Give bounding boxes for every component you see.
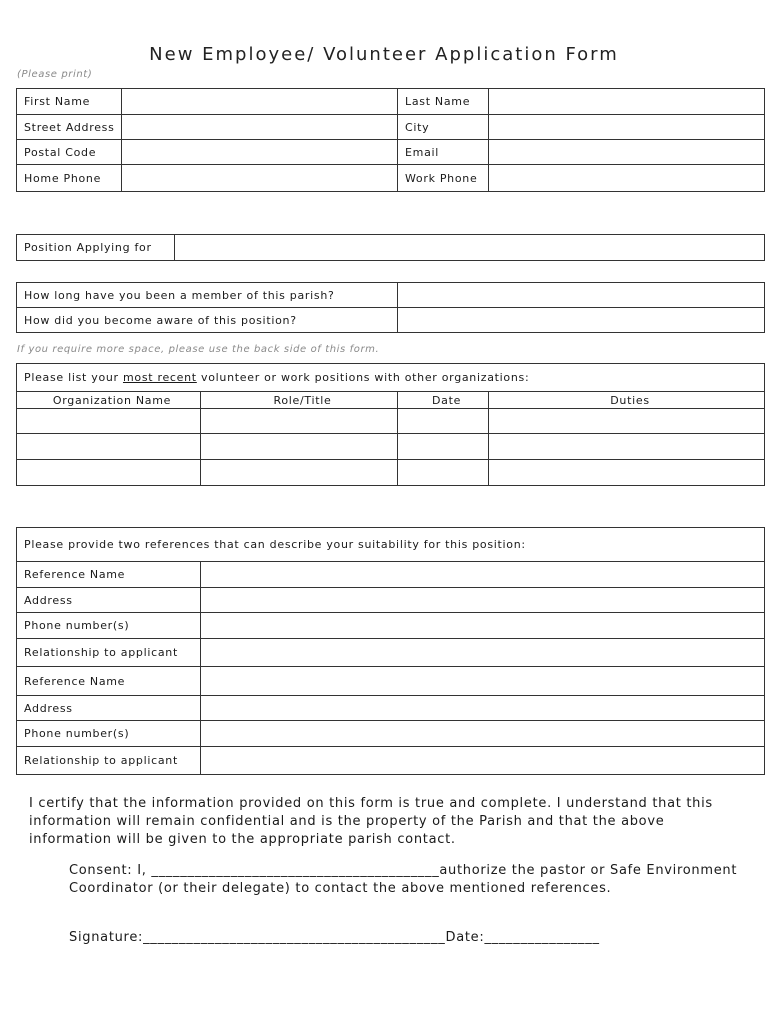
last-name-label: Last Name [398, 89, 489, 115]
column-header: Organization Name [17, 392, 201, 409]
column-header: Role/Title [201, 392, 398, 409]
table-header-row [17, 392, 765, 409]
reference-2-address-field[interactable] [201, 696, 765, 721]
reference-1-address-field[interactable] [201, 588, 765, 613]
first-name-label: First Name [17, 89, 122, 115]
reference-2-name-field[interactable] [201, 667, 765, 696]
reference-2-address-label: Address [17, 696, 201, 721]
role-cell[interactable] [201, 460, 398, 486]
last-name-field[interactable] [489, 89, 765, 115]
reference-1-address-label: Address [17, 588, 201, 613]
reference-2-phone-field[interactable] [201, 721, 765, 747]
duties-cell[interactable] [489, 434, 765, 460]
consent-text: Consent: I, ________________________________________authorize the pastor or Safe Environment Coordinator (or their delegate) to contact the above mentioned references. [69, 863, 738, 896]
table-row [17, 696, 765, 721]
city-field[interactable] [489, 115, 765, 140]
work-phone-field[interactable] [489, 165, 765, 192]
table-row [17, 308, 765, 333]
print-note: (Please print) [17, 69, 93, 80]
table-row [17, 562, 765, 588]
city-label: City [398, 115, 489, 140]
table-row [17, 140, 765, 165]
table-row [17, 364, 765, 392]
table-row [17, 667, 765, 696]
date-cell[interactable] [398, 434, 489, 460]
duties-cell[interactable] [489, 409, 765, 434]
positions-table [16, 363, 765, 486]
signature-line: Signature:__________________________________________Date:________________ [69, 930, 600, 945]
postal-code-label: Postal Code [17, 140, 122, 165]
column-header: Date [398, 392, 489, 409]
table-row [17, 434, 765, 460]
email-label: Email [398, 140, 489, 165]
table-row [17, 721, 765, 747]
position-field[interactable] [175, 235, 765, 261]
awareness-field[interactable] [398, 308, 765, 333]
organization-cell[interactable] [17, 434, 201, 460]
organization-cell[interactable] [17, 460, 201, 486]
reference-1-relationship-label: Relationship to applicant [17, 639, 201, 667]
space-note: If you require more space, please use the back side of this form. [17, 344, 380, 355]
positions-intro [17, 364, 765, 392]
table-row [17, 283, 765, 308]
certification-text: I certify that the information provided on this form is true and complete. I understand that this information will remain confidential and is the property of the Parish and that the above information will be given to the appropriate parish contact. [29, 796, 713, 847]
table-row [17, 235, 765, 261]
reference-1-phone-label: Phone number(s) [17, 613, 201, 639]
role-cell[interactable] [201, 434, 398, 460]
position-label: Position Applying for [17, 235, 175, 261]
awareness-label: How did you become aware of this position? [17, 308, 398, 333]
home-phone-field[interactable] [122, 165, 398, 192]
reference-1-phone-field[interactable] [201, 613, 765, 639]
street-address-field[interactable] [122, 115, 398, 140]
personal-info-table [16, 88, 765, 192]
reference-2-phone-label: Phone number(s) [17, 721, 201, 747]
position-table [16, 234, 765, 261]
date-cell[interactable] [398, 409, 489, 434]
home-phone-label: Home Phone [17, 165, 122, 192]
positions-intro-before: Please list your [24, 371, 123, 384]
membership-table [16, 282, 765, 333]
member-duration-field[interactable] [398, 283, 765, 308]
table-row [17, 89, 765, 115]
duties-cell[interactable] [489, 460, 765, 486]
postal-code-field[interactable] [122, 140, 398, 165]
table-row [17, 613, 765, 639]
positions-intro-after: volunteer or work positions with other organizations: [196, 371, 530, 384]
table-row [17, 115, 765, 140]
references-table [16, 527, 765, 775]
organization-cell[interactable] [17, 409, 201, 434]
table-row [17, 165, 765, 192]
table-row [17, 528, 765, 562]
work-phone-label: Work Phone [398, 165, 489, 192]
table-row [17, 639, 765, 667]
column-header: Duties [489, 392, 765, 409]
first-name-field[interactable] [122, 89, 398, 115]
reference-2-relationship-label: Relationship to applicant [17, 747, 201, 775]
reference-2-name-label: Reference Name [17, 667, 201, 696]
role-cell[interactable] [201, 409, 398, 434]
reference-1-name-label: Reference Name [17, 562, 201, 588]
table-row [17, 747, 765, 775]
references-intro: Please provide two references that can describe your suitability for this position: [17, 528, 765, 562]
reference-2-relationship-field[interactable] [201, 747, 765, 775]
street-address-label: Street Address [17, 115, 122, 140]
reference-1-relationship-field[interactable] [201, 639, 765, 667]
email-field[interactable] [489, 140, 765, 165]
date-cell[interactable] [398, 460, 489, 486]
reference-1-name-field[interactable] [201, 562, 765, 588]
member-duration-label: How long have you been a member of this parish? [17, 283, 398, 308]
table-row [17, 588, 765, 613]
page-title: New Employee/ Volunteer Application Form [149, 44, 619, 65]
positions-intro-emphasis: most recent [122, 371, 197, 384]
table-row [17, 460, 765, 486]
table-row [17, 409, 765, 434]
